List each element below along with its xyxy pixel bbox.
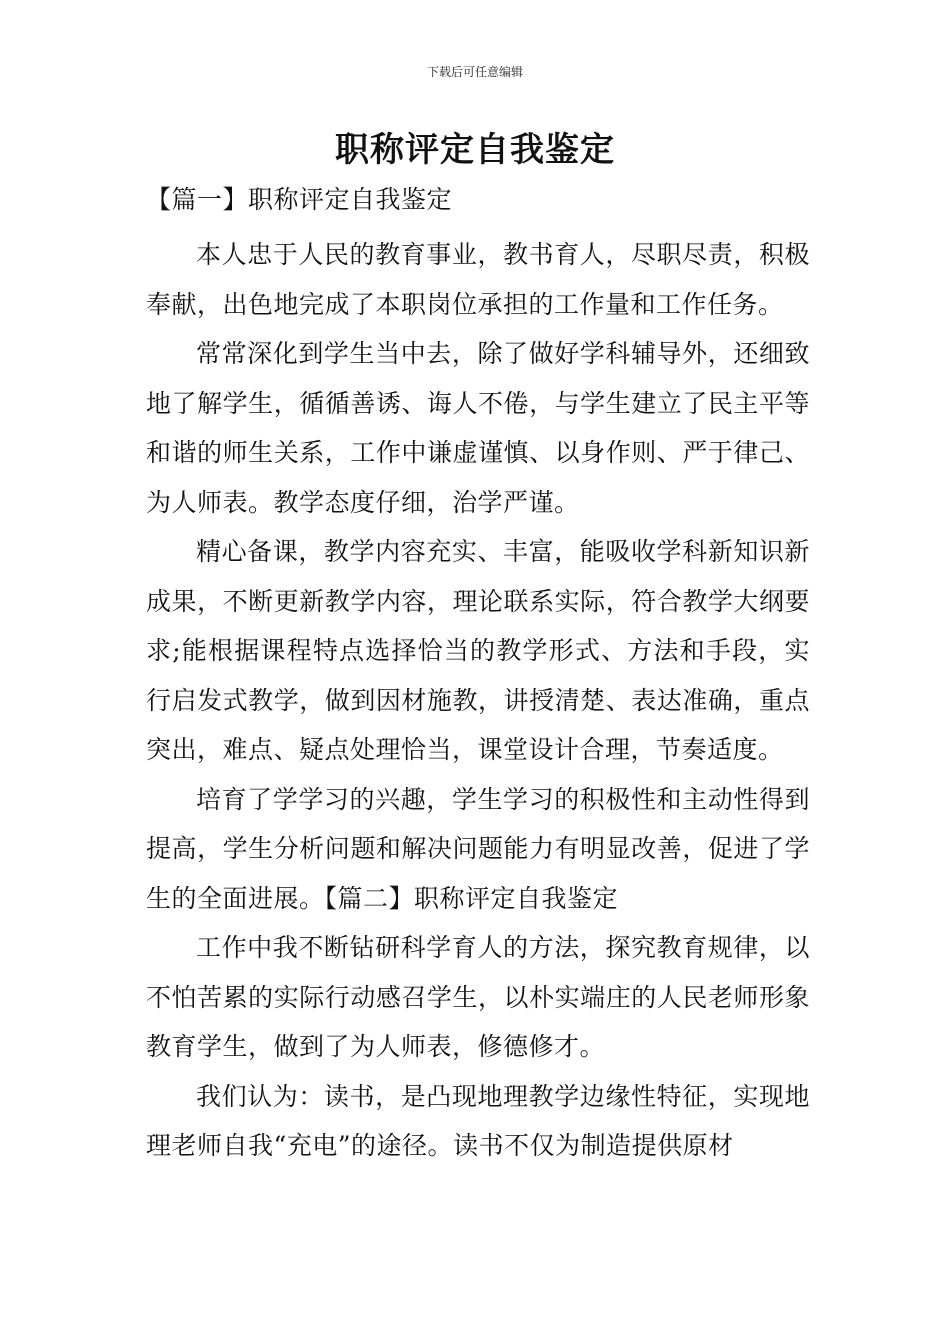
section-heading-1: 【篇一】职称评定自我鉴定 [146, 185, 453, 214]
paragraph-4-text: 培育了学学习的兴趣，学生学习的积极性和主动性得到提高，学生分析问题和解决问题能力有明显改善，促进了学生的全面进展。 [146, 784, 810, 913]
document-body [146, 180, 810, 1171]
paragraph-1: 本人忠于人民的教育事业，教书育人，尽职尽责，积极奉献，出色地完成了本职岗位承担的工作量和工作任务。 [146, 240, 810, 319]
paragraph-3: 精心备课，教学内容充实、丰富，能吸收学科新知识新成果，不断更新教学内容，理论联系实际，符合教学大纲要求;能根据课程特点选择恰当的教学形式、方法和手段，实行启发式教学，做到因材施教，讲授清楚、表达准确，重点突出，难点、疑点处理恰当，课堂设计合理，节奏适度。 [146, 537, 810, 764]
paragraph-4 [146, 775, 810, 924]
paragraph-2: 常常深化到学生当中去，除了做好学科辅导外，还细致地了解学生，循循善诱、诲人不倦，与学生建立了民主平等和谐的师生关系，工作中谦虚谨慎、以身作则、严于律己、为人师表。教学态度仔细，治学严谨。 [146, 339, 810, 517]
paragraph-5: 工作中我不断钻研科学育人的方法，探究教育规律，以不怕苦累的实际行动感召学生，以朴实端庄的人民老师形象教育学生，做到了为人师表，修德修才。 [146, 933, 810, 1061]
header-note: 下载后可任意编辑 [426, 65, 523, 79]
document-title: 职称评定自我鉴定 [335, 130, 615, 170]
paragraph-6: 我们认为：读书，是凸现地理教学边缘性特征，实现地理老师自我“充电”的途径。读书不仅为制造提供原材 [146, 1081, 810, 1160]
section-heading-2: 【篇二】职称评定自我鉴定 [324, 883, 619, 913]
